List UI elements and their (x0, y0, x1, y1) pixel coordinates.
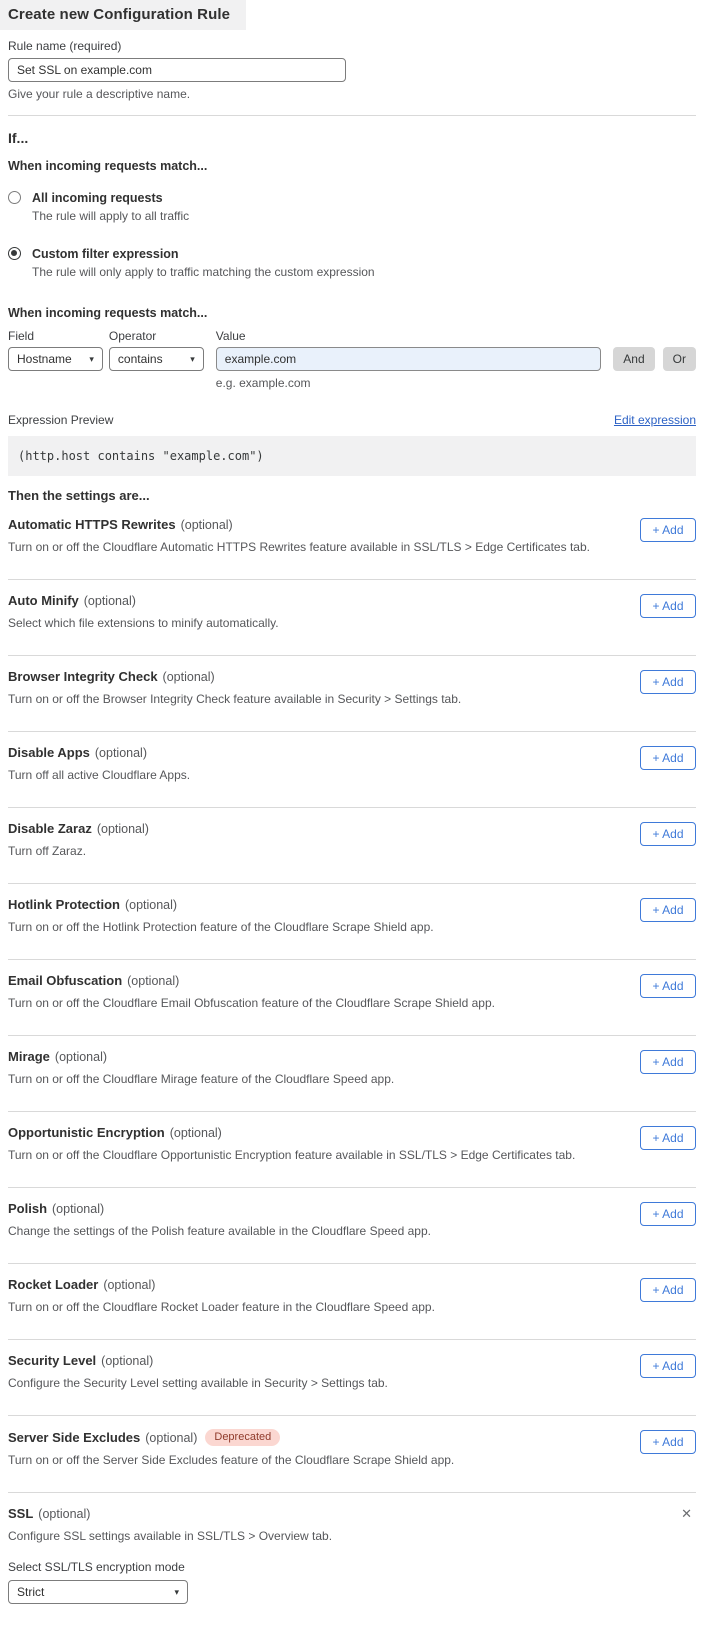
setting-title-line (8, 897, 434, 913)
setting-optional-label: (optional) (103, 1278, 156, 1292)
setting-name: Hotlink Protection (8, 897, 120, 912)
setting-info (8, 1125, 575, 1163)
chevron-down-icon: ▾ (190, 353, 195, 364)
ssl-mode-label: Select SSL/TLS encryption mode (8, 1560, 185, 1574)
radio-label: All incoming requests (32, 191, 163, 205)
expression-preview-header (8, 412, 696, 428)
setting-info (8, 517, 590, 555)
setting-title-line (8, 745, 190, 761)
field-select-value: Hostname (17, 352, 72, 366)
ssl-description: Configure SSL settings available in SSL/TLS > Overview tab. (8, 1529, 333, 1543)
add-setting-button[interactable]: + Add (640, 974, 696, 998)
value-hint: e.g. example.com (215, 376, 311, 390)
divider (8, 115, 696, 116)
rule-name-label: Rule name (required) (8, 39, 122, 53)
value-label: Value (215, 329, 246, 343)
setting-optional-label: (optional) (101, 1354, 154, 1368)
operator-select-value: contains (117, 352, 163, 366)
close-icon[interactable]: ✕ (681, 1506, 692, 1521)
setting-info (8, 1353, 388, 1391)
add-setting-button[interactable]: + Add (640, 822, 696, 846)
field-label: Field (8, 329, 35, 343)
settings-list (8, 504, 696, 1493)
setting-name: Email Obfuscation (8, 973, 123, 988)
expression-preview-label: Expression Preview (8, 413, 114, 427)
setting-info (8, 745, 190, 783)
setting-info (8, 1049, 394, 1087)
add-setting-button[interactable]: + Add (640, 518, 696, 542)
setting-optional-label: (optional) (94, 746, 147, 760)
page-title-bar (0, 0, 246, 30)
setting-description: Turn on or off the Cloudflare Automatic HTTPS Rewrites feature available in SSL/TLS > Edge Certificates tab. (8, 540, 590, 554)
rule-name-input[interactable] (8, 58, 346, 82)
add-setting-button[interactable]: + Add (640, 1430, 696, 1454)
value-input[interactable] (216, 347, 602, 371)
setting-description: Configure the Security Level setting available in Security > Settings tab. (8, 1376, 388, 1390)
radio-custom-filter-expression[interactable] (8, 246, 696, 280)
setting-title-line (8, 1277, 435, 1293)
setting-description: Select which file extensions to minify automatically. (8, 616, 279, 630)
add-setting-button[interactable]: + Add (640, 594, 696, 618)
add-setting-button[interactable]: + Add (640, 1278, 696, 1302)
setting-optional-label: (optional) (96, 822, 149, 836)
ssl-mode-select[interactable] (8, 1580, 188, 1604)
radio-label: Custom filter expression (32, 247, 179, 261)
setting-title-line (8, 1049, 394, 1065)
setting-description: Turn on or off the Hotlink Protection feature of the Cloudflare Scrape Shield app. (8, 920, 434, 934)
edit-expression-link[interactable]: Edit expression (613, 413, 696, 427)
add-setting-button[interactable]: + Add (640, 1354, 696, 1378)
radio-unselected-icon[interactable] (8, 191, 21, 204)
field-column (8, 329, 103, 371)
setting-info (8, 897, 434, 935)
setting-title-line (8, 1429, 454, 1446)
operator-column (109, 329, 204, 371)
expression-builder-row (8, 329, 696, 390)
setting-info (8, 821, 149, 859)
setting-description: Turn on or off the Cloudflare Opportunistic Encryption feature available in SSL/TLS > Edge Certificates tab. (8, 1148, 576, 1162)
setting-name: Opportunistic Encryption (8, 1125, 165, 1140)
setting-row (8, 808, 696, 884)
operator-select[interactable] (109, 347, 204, 371)
setting-row (8, 656, 696, 732)
setting-description: Turn off Zaraz. (8, 844, 87, 858)
expression-code-text: (http.host contains "example.com") (18, 449, 264, 463)
setting-row (8, 504, 696, 580)
ssl-setting-name: SSL (8, 1506, 34, 1521)
then-settings-heading: Then the settings are... (8, 488, 150, 503)
and-button[interactable]: And (613, 347, 654, 371)
field-select[interactable] (8, 347, 103, 371)
setting-optional-label: (optional) (162, 670, 215, 684)
ssl-title-line (8, 1506, 90, 1522)
setting-row (8, 1112, 696, 1188)
setting-info (8, 1277, 435, 1315)
setting-info (8, 593, 279, 631)
radio-text (32, 246, 375, 280)
setting-description: Change the settings of the Polish feature available in the Cloudflare Speed app. (8, 1224, 431, 1238)
setting-name: Automatic HTTPS Rewrites (8, 517, 176, 532)
radio-description: The rule will only apply to traffic matching the custom expression (32, 265, 375, 279)
setting-optional-label: (optional) (124, 898, 178, 912)
setting-row (8, 732, 696, 808)
setting-row (8, 1264, 696, 1340)
setting-name: Rocket Loader (8, 1277, 99, 1292)
add-setting-button[interactable]: + Add (640, 1126, 696, 1150)
setting-name: Server Side Excludes (8, 1429, 141, 1445)
setting-info (8, 973, 495, 1011)
request-match-radio-group (8, 190, 696, 280)
ssl-header (8, 1506, 696, 1522)
setting-description: Turn on or off the Cloudflare Email Obfuscation feature of the Cloudflare Scrape Shield app. (8, 996, 495, 1010)
rule-name-help: Give your rule a descriptive name. (8, 87, 191, 101)
setting-description: Turn on or off the Cloudflare Mirage feature of the Cloudflare Speed app. (8, 1072, 395, 1086)
setting-row (8, 1340, 696, 1416)
setting-name: Disable Apps (8, 745, 90, 760)
setting-title-line (8, 669, 461, 685)
setting-title-line (8, 1125, 575, 1141)
setting-optional-label: (optional) (127, 974, 180, 988)
add-setting-button[interactable]: + Add (640, 898, 696, 922)
radio-text (32, 190, 189, 224)
match-heading: When incoming requests match... (8, 159, 208, 173)
setting-info (8, 669, 461, 707)
setting-info (8, 1429, 454, 1468)
setting-row (8, 1416, 696, 1493)
setting-name: Polish (8, 1201, 48, 1216)
setting-description: Turn on or off the Browser Integrity Check feature available in Security > Settings tab. (8, 692, 462, 706)
radio-all-incoming-requests[interactable] (8, 190, 696, 224)
setting-title-line (8, 1353, 388, 1369)
add-setting-button[interactable]: + Add (640, 746, 696, 770)
ssl-setting-row (8, 1493, 696, 1614)
if-heading: If... (8, 130, 29, 146)
setting-optional-label: (optional) (145, 1430, 198, 1445)
add-setting-button[interactable]: + Add (640, 1050, 696, 1074)
setting-info (8, 1201, 431, 1239)
page-title: Create new Configuration Rule (8, 6, 231, 23)
add-setting-button[interactable]: + Add (640, 1202, 696, 1226)
setting-row (8, 580, 696, 656)
setting-optional-label: (optional) (83, 594, 136, 608)
value-column (216, 329, 602, 390)
setting-name: Browser Integrity Check (8, 669, 158, 684)
radio-description: The rule will apply to all traffic (32, 209, 190, 223)
setting-optional-label: (optional) (54, 1050, 108, 1064)
setting-optional-label: (optional) (169, 1126, 222, 1140)
setting-description: Turn off all active Cloudflare Apps. (8, 768, 191, 782)
setting-name: Mirage (8, 1049, 50, 1064)
setting-name: Auto Minify (8, 593, 79, 608)
operator-label: Operator (108, 329, 157, 343)
setting-title-line (8, 973, 495, 989)
and-or-buttons (613, 347, 696, 371)
expression-preview-code (8, 436, 696, 476)
setting-row (8, 1188, 696, 1264)
setting-description: Turn on or off the Cloudflare Rocket Loader feature in the Cloudflare Speed app. (8, 1300, 435, 1314)
setting-name: Security Level (8, 1353, 97, 1368)
or-button[interactable]: Or (663, 347, 696, 371)
ssl-mode-select-value: Strict (17, 1585, 45, 1599)
setting-title-line (8, 821, 149, 837)
setting-description: Turn on or off the Server Side Excludes feature of the Cloudflare Scrape Shield app. (8, 1453, 455, 1467)
add-setting-button[interactable]: + Add (640, 670, 696, 694)
setting-optional-label: (optional) (180, 518, 233, 532)
radio-selected-icon[interactable] (8, 247, 21, 260)
setting-title-line (8, 1201, 431, 1217)
chevron-down-icon: ▾ (89, 353, 94, 364)
ssl-optional-label: (optional) (38, 1507, 91, 1521)
setting-title-line (8, 593, 279, 609)
setting-title-line (8, 517, 590, 533)
setting-name: Disable Zaraz (8, 821, 92, 836)
setting-row (8, 884, 696, 960)
setting-optional-label: (optional) (52, 1202, 105, 1216)
expression-builder-heading: When incoming requests match... (8, 306, 208, 320)
setting-row (8, 960, 696, 1036)
chevron-down-icon: ▾ (174, 1586, 179, 1597)
deprecated-badge: Deprecated (205, 1429, 280, 1446)
setting-row (8, 1036, 696, 1112)
